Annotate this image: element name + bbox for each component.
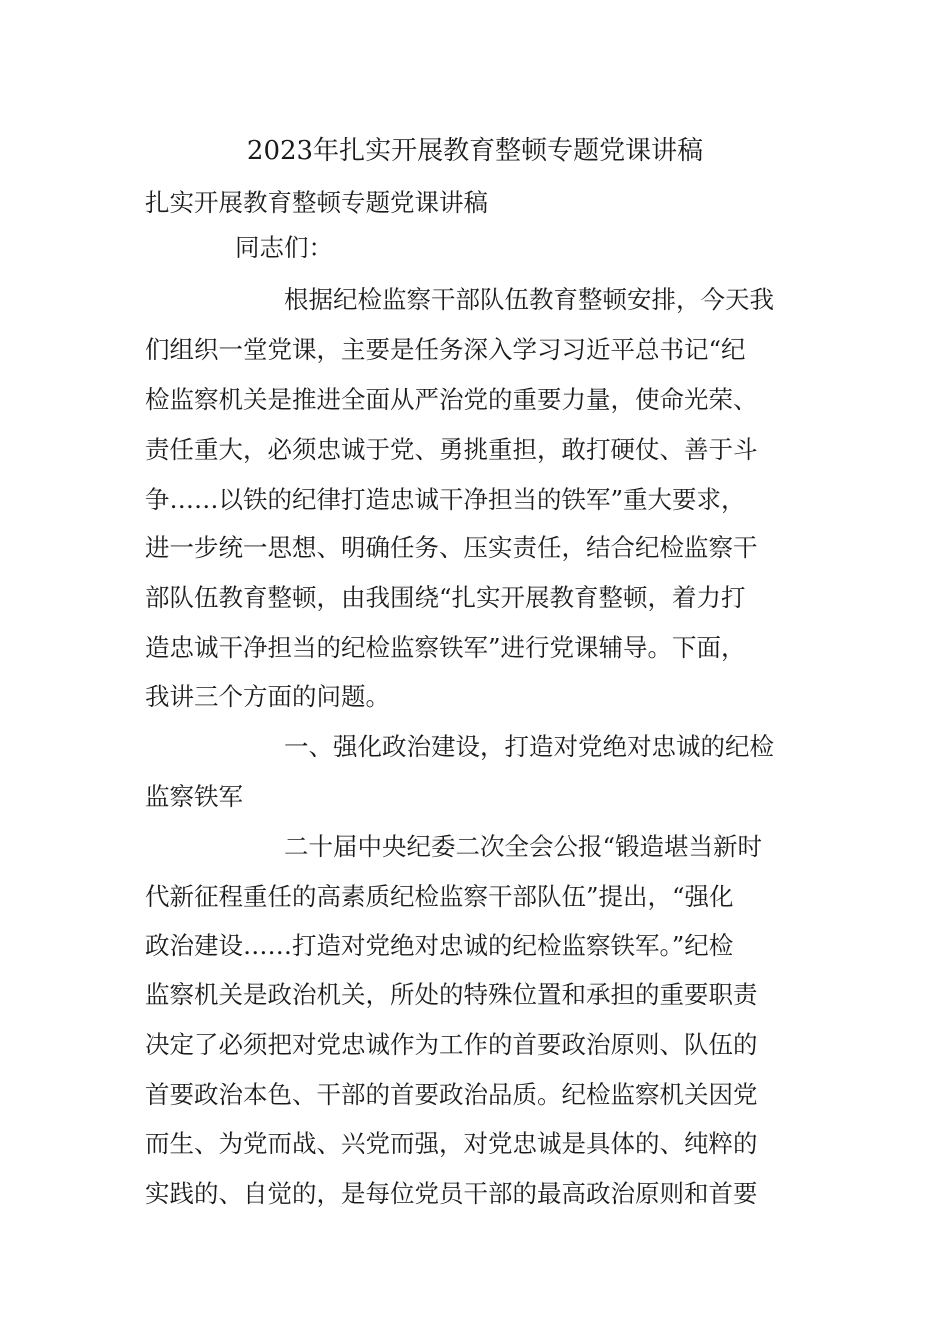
paragraph1-line: 根据纪检监察干部队伍教育整顿安排，今天我: [284, 285, 774, 314]
paragraph2-line: 代新征程重任的高素质纪检监察干部队伍”提出，“强化: [145, 882, 734, 911]
paragraph1-line: 责任重大，必须忠诚于党、勇挑重担，敢打硬仗、善于斗: [145, 435, 758, 464]
paragraph1-line: 进一步统一思想、明确任务、压实责任，结合纪检监察干: [145, 533, 758, 562]
paragraph2-line: 首要政治本色、干部的首要政治品质。纪检监察机关因党: [145, 1080, 758, 1109]
paragraph2-line: 实践的、自觉的，是每位党员干部的最高政治原则和首要: [145, 1179, 758, 1208]
paragraph1-line: 造忠诚干净担当的纪检监察铁军”进行党课辅导。下面，: [145, 633, 746, 662]
document-title: 2023年扎实开展教育整顿专题党课讲稿: [246, 136, 704, 166]
paragraph1-line: 我讲三个方面的问题。: [145, 682, 390, 711]
paragraph2-line: 政治建设……打造对党绝对忠诚的纪检监察铁军。”纪检: [145, 931, 734, 960]
paragraph2-line: 决定了必须把对党忠诚作为工作的首要政治原则、队伍的: [145, 1030, 758, 1059]
paragraph2-line: 二十届中央纪委二次全会公报“锻造堪当新时: [284, 832, 763, 861]
paragraph1-line: 检监察机关是推进全面从严治党的重要力量，使命光荣、: [145, 385, 758, 414]
paragraph2-line: 监察机关是政治机关，所处的特殊位置和承担的重要职责: [145, 980, 758, 1009]
paragraph1-line: 部队伍教育整顿，由我围绕“扎实开展教育整顿，着力打: [145, 583, 746, 612]
paragraph1-line: 争……以铁的纪律打造忠诚干净担当的铁军”重大要求，: [145, 485, 746, 514]
section-heading-line: 一、强化政治建设，打造对党绝对忠诚的纪检: [284, 732, 774, 761]
salutation: 同志们：: [235, 233, 333, 262]
section-heading-line: 监察铁军: [145, 782, 243, 811]
paragraph1-line: 们组织一堂党课，主要是任务深入学习习近平总书记“纪: [145, 335, 746, 364]
document-subtitle: 扎实开展教育整顿专题党课讲稿: [145, 188, 488, 217]
paragraph2-line: 而生、为党而战、兴党而强，对党忠诚是具体的、纯粹的: [145, 1129, 758, 1158]
